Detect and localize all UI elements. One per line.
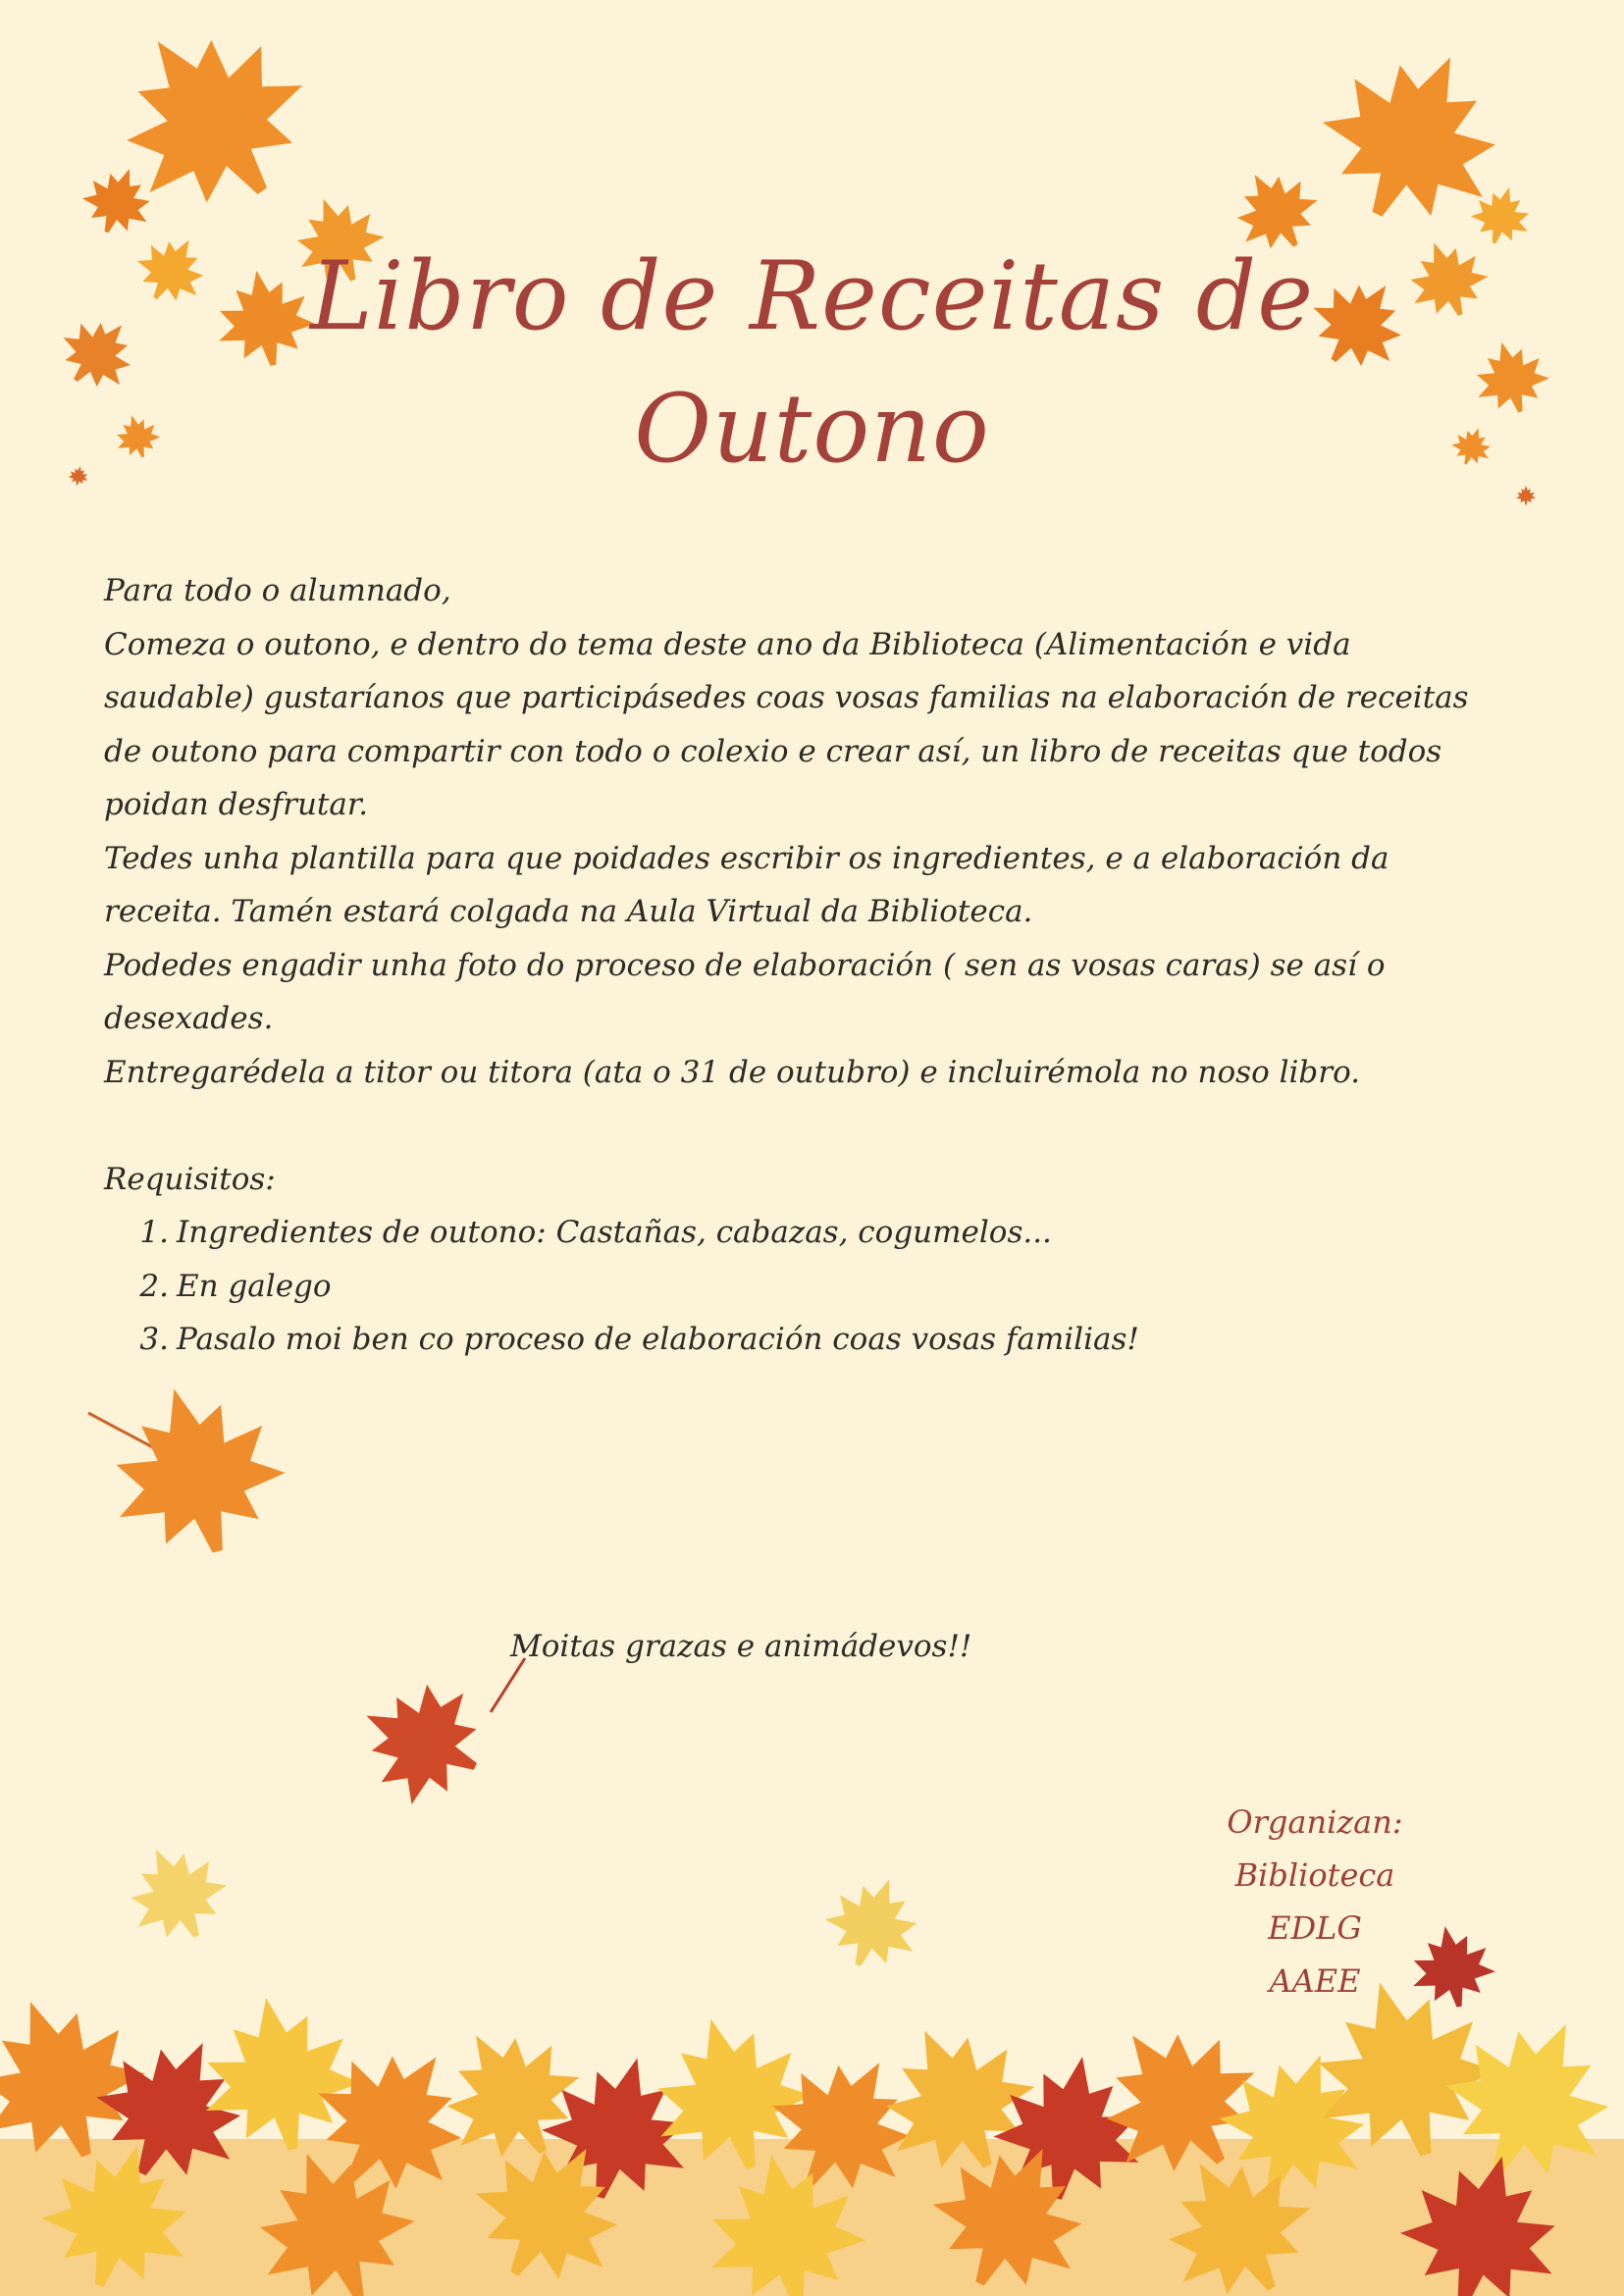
organizers-block bbox=[1197, 1796, 1433, 2008]
leaf-border-bottom bbox=[0, 1959, 1624, 2296]
maple-leaf-icon bbox=[814, 1863, 933, 1981]
leaf-falling-red bbox=[341, 1658, 525, 1822]
list-item: 1. Ingredientes de outono: Castañas, cabazas, cogumelos... bbox=[139, 1215, 1052, 1250]
list-item: 2. En galego bbox=[139, 1268, 332, 1304]
photo-paragraph: Podedes engadir unha foto do proceso de elaboración ( sen as vosas caras) se así o desexades. bbox=[104, 947, 1386, 1036]
requirements-heading: Requisitos: bbox=[104, 1161, 276, 1197]
page-title bbox=[0, 231, 1624, 496]
organizer-name: EDLG bbox=[1268, 1909, 1362, 1947]
requirements-list bbox=[104, 1206, 1478, 1367]
leaf-mid-left bbox=[88, 1367, 300, 1574]
maple-leaf-icon bbox=[341, 1660, 501, 1822]
template-paragraph: Tedes unha plantilla para que poidades escribir os ingredientes, e a elaboración da receita. Tamén estará colgada na Aula Virtual da Biblioteca. bbox=[104, 840, 1389, 929]
intro-paragraph: Comeza o outono, e dentro do tema deste ano da Biblioteca (Alimentación e vida saudable) gustaríanos que participásedes coas vosas familias na elaboración de receitas de outono para compartir con todo o colexio e crear así, un libro de receitas que todos poidan desfrutar. bbox=[104, 626, 1469, 822]
spacer bbox=[104, 1099, 1478, 1153]
title-line-2: Outono bbox=[634, 374, 990, 484]
letter-body bbox=[104, 564, 1478, 1367]
greeting: Para todo o alumnado, bbox=[104, 573, 451, 608]
requirement-text: Ingredientes de outono: Castañas, cabazas, cogumelos... bbox=[177, 1215, 1052, 1250]
maple-leaf-icon bbox=[91, 1367, 300, 1574]
organizers-heading: Organizan: bbox=[1227, 1803, 1403, 1841]
title-line-1: Libro de Receitas de bbox=[309, 241, 1315, 351]
requirement-text: En galego bbox=[177, 1268, 332, 1304]
maple-leaf-icon bbox=[112, 1829, 241, 1957]
requirement-text: Pasalo moi ben co proceso de elaboración coas vosas familias! bbox=[177, 1322, 1139, 1357]
organizer-name: AAEE bbox=[1269, 1962, 1361, 2000]
organizer-name: Biblioteca bbox=[1234, 1856, 1395, 1894]
delivery-paragraph: Entregarédela a titor ou titora (ata o 31 de outubro) e incluirémola no noso libro. bbox=[104, 1054, 1361, 1090]
leaf-stem bbox=[491, 1658, 525, 1712]
thanks-message: Moitas grazas e animádevos!! bbox=[510, 1629, 972, 1664]
list-item: 3. Pasalo moi ben co proceso de elaboración coas vosas familias! bbox=[139, 1322, 1139, 1357]
